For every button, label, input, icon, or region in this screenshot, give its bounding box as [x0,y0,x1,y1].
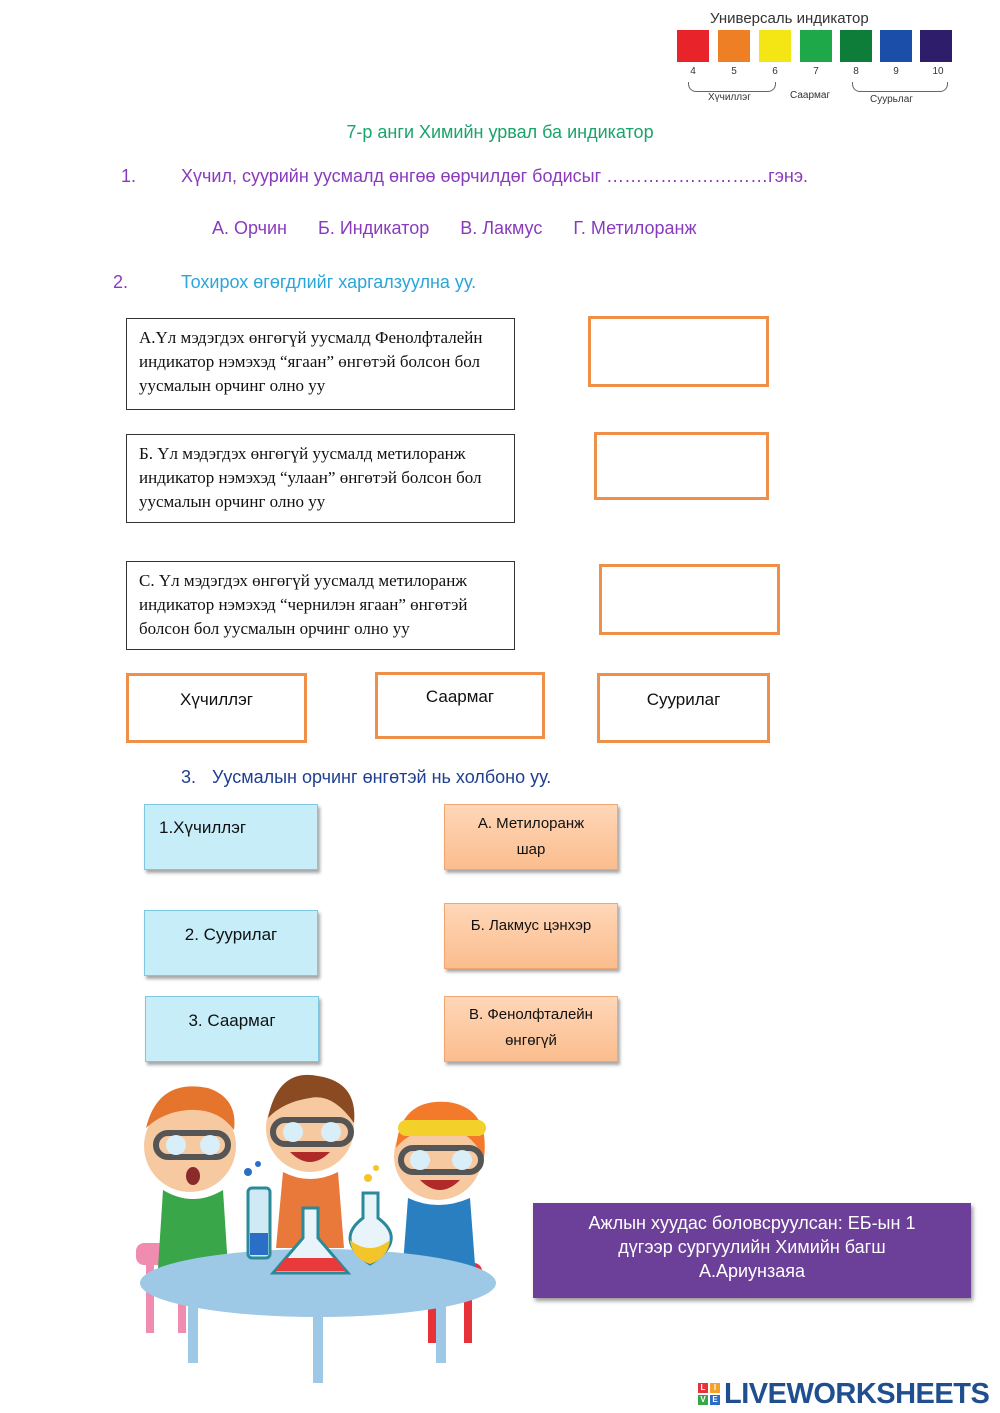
page-title: 7-р анги Химийн урвал ба индикатор [346,122,654,142]
ph-label: 8 [853,66,859,77]
statement-b: Б. Үл мэдэгдэх өнгөгүй уусмалд метилоранж индикатор нэмэхэд “улаан” өнгөтэй болсон бол уусмалын орчинг олно уу [126,434,515,523]
question-1-options [212,218,723,239]
question-text: Тохирох өгөгдлийг харгалзуулна уу. [181,272,477,292]
liveworksheets-logo-icon: L I V E [698,1383,720,1405]
author-credit-box [533,1203,971,1298]
acid-group-label: Хүчиллэг [708,92,751,103]
question-text: Хүчил, суурийн уусмалд өнгөө өөрчилдөг бодисыг ………………………гэнэ. [181,166,809,186]
ph-label: 4 [690,66,696,77]
universal-indicator-chart [672,6,972,110]
statement-c: С. Үл мэдэгдэх өнгөгүй уусмалд метилоранж индикатор нэмэхэд “чернилэн ягаан” өнгөтэй болсон бол уусмалын орчинг олно уу [126,561,515,650]
question-number: 1. [121,166,137,186]
question-number: 3. [181,767,197,787]
base-brace [852,82,948,92]
match-left-neutral[interactable]: 3. Саармаг [145,996,319,1062]
swatch-ph-8 [840,30,872,62]
answer-drop-zone-b[interactable] [594,432,769,500]
credit-line-1: Ажлын хуудас боловсруулсан: ЕБ-ын 1 [588,1213,916,1233]
choice-acidic[interactable]: Хүчиллэг [126,673,307,743]
ph-label: 6 [772,66,778,77]
option-d[interactable]: Г. Метилоранж [573,218,697,238]
ph-label: 9 [893,66,899,77]
question-text: Уусмалын орчинг өнгөтэй нь холбоно уу. [212,767,552,787]
swatch-ph-7 [800,30,832,62]
swatch-ph-5 [718,30,750,62]
swatch-ph-4 [677,30,709,62]
match-right-methyl-orange[interactable]: А. Метилоранж шар [444,804,618,870]
indicator-title: Универсаль индикатор [710,10,869,27]
credit-line-2: дүгээр сургуулийн Химийн багш [618,1237,886,1257]
kids-chemistry-illustration [118,1068,528,1386]
liveworksheets-logo[interactable] [698,1378,989,1410]
ph-label: 5 [731,66,737,77]
neutral-group-label: Саармаг [790,90,831,101]
choice-basic[interactable]: Суурилаг [597,673,770,743]
match-right-phenolphthalein[interactable]: В. Фенолфталейн өнгөгүй [444,996,618,1062]
answer-drop-zone-c[interactable] [599,564,780,635]
ph-label: 7 [813,66,819,77]
swatch-ph-10 [920,30,952,62]
swatch-ph-9 [880,30,912,62]
acid-brace [688,82,776,92]
ph-label: 10 [932,66,944,77]
option-b[interactable]: Б. Индикатор [318,218,430,238]
match-left-basic[interactable]: 2. Суурилаг [144,910,318,976]
match-left-acidic[interactable]: 1.Хүчиллэг [144,804,318,870]
base-group-label: Суурьлаг [870,94,913,105]
statement-a: А.Үл мэдэгдэх өнгөгүй уусмалд Фенолфталейн индикатор нэмэхэд “ягаан” өнгөтэй болсон бол уусмалын орчинг олно уу [126,318,515,410]
option-c[interactable]: В. Лакмус [460,218,543,238]
question-number: 2. [113,272,129,292]
swatch-ph-6 [759,30,791,62]
credit-line-3: А.Ариунзаяа [698,1261,806,1281]
answer-drop-zone-a[interactable] [588,316,769,387]
logo-text: LIVEWORKSHEETS [724,1377,990,1410]
option-a[interactable]: А. Орчин [212,218,287,238]
choice-neutral[interactable]: Саармаг [375,672,545,739]
match-right-litmus[interactable]: Б. Лакмус цэнхэр [444,903,618,969]
